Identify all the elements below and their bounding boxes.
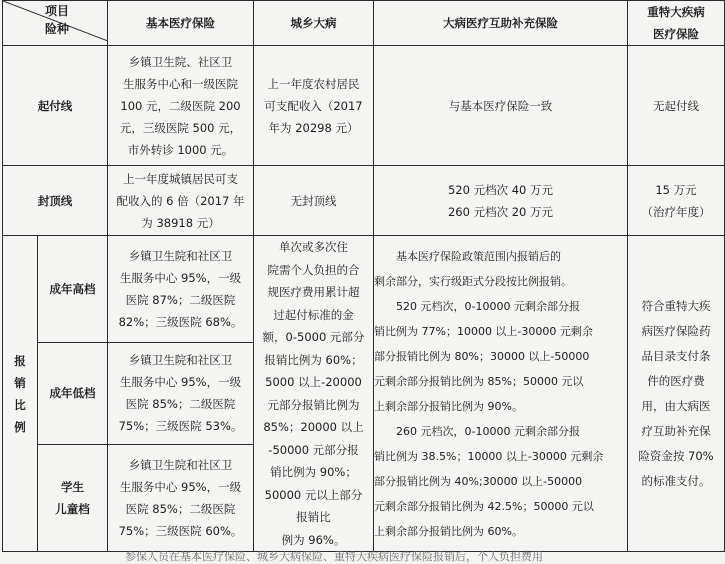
text-line: 元，三级医院 500 元，	[119, 120, 242, 135]
text-line: 为 38918 元）	[141, 215, 220, 230]
label-char: 销	[14, 375, 26, 390]
text-line: 部分报销比例为 40%;30000 以上-50000	[374, 474, 583, 488]
text-line: 销比例为 90%；	[270, 465, 357, 479]
header-urban-rural: 城乡大病	[254, 1, 374, 46]
start-line-supplementary: 与基本医疗保险一致	[374, 46, 628, 166]
text-line: 520 元档次，0-10000 元剩余部分报	[396, 299, 580, 313]
cap-line-row	[3, 166, 725, 236]
start-line-basic	[108, 46, 254, 166]
text-line: 元剩余部分报销比例为 85%；50000 元以	[374, 374, 584, 388]
text-line: 院需个人负担的合	[267, 262, 360, 277]
reimbursement-ratio-label	[3, 236, 38, 552]
text-line: 年为 20298 元）	[268, 120, 359, 135]
text-line: 疗互助补充保	[641, 423, 711, 438]
text-line: 生服务中心和一级医院	[123, 76, 238, 91]
label-char: 比	[14, 397, 26, 412]
reimbursement-supplementary	[374, 236, 628, 552]
text-line: 过起付标准的金	[273, 307, 354, 322]
text-line: 乡镇卫生院和社区卫	[128, 457, 233, 472]
start-line-label: 起付线	[3, 46, 108, 166]
header-special-line1: 重特大疾病	[647, 5, 705, 19]
header-special	[628, 1, 725, 46]
text-line: 医院 87%；二级医院	[125, 293, 236, 308]
text-line: 82%；三级医院 68%。	[118, 315, 243, 330]
header-row	[3, 1, 725, 46]
text-line: 规医疗费用累计超	[267, 285, 360, 299]
header-item-label: 项目	[45, 4, 70, 18]
text-line: 部分报销比例为 80%；30000 以上-50000	[374, 349, 590, 363]
text-line: 基本医疗保险政策范围内报销后的	[396, 249, 561, 263]
text-line: 品目录支付条	[641, 348, 711, 363]
text-line: 生服务中心 95%，一级	[119, 271, 242, 286]
text-line: 50000 元以上部分	[264, 487, 363, 502]
text-line: 15 万元	[655, 182, 697, 197]
cap-line-special	[628, 166, 725, 236]
text-line: 销比例为 77%；10000 以上-30000 元剩余	[374, 324, 593, 338]
adult-high-label: 成年高档	[38, 236, 108, 343]
text-line: 85%；20000 以上	[263, 420, 364, 434]
label-char: 报	[14, 353, 26, 368]
text-line: 报销比例为 60%；	[264, 352, 363, 367]
cap-line-urban-rural: 无封顶线	[254, 166, 374, 236]
header-special-line2: 医疗保险	[653, 27, 699, 41]
student-label-line1: 学生	[61, 479, 84, 494]
label-char: 例	[14, 419, 26, 434]
reimbursement-special	[628, 236, 725, 552]
text-line: 符合重特大疾	[641, 298, 711, 313]
text-line: （治疗年度）	[641, 204, 711, 219]
header-supplementary: 大病医疗互助补充保险	[374, 1, 628, 46]
text-line: 生服务中心 95%，一级	[119, 479, 242, 494]
text-line: 5000 以上-20000	[265, 375, 362, 389]
start-line-row	[3, 46, 725, 166]
text-line: 生服务中心 95%，一级	[119, 375, 242, 390]
header-diagonal-cell	[3, 1, 108, 46]
text-line: 例为 96%。	[281, 532, 346, 547]
text-line: 可支配收入（2017	[264, 98, 363, 113]
text-line: 上剩余部分报销比例为 60%。	[374, 524, 523, 538]
text-line: 75%；三级医院 53%。	[118, 419, 243, 434]
text-line: 单次或多次住	[279, 240, 348, 254]
text-line: 医院 85%；二级医院	[125, 501, 236, 516]
student-label	[38, 444, 108, 551]
text-line: 额，0-5000 元部分	[262, 330, 365, 344]
text-line: 上一年度农村居民	[267, 76, 360, 91]
text-line: 险资金按 70%	[638, 448, 714, 463]
text-line: 销比例为 38.5%；10000 以上-30000 元剩余	[374, 449, 604, 463]
text-line: 上一年度城镇居民可支	[123, 171, 238, 186]
start-line-special: 无起付线	[628, 46, 725, 166]
text-line: 用，由大病医	[641, 398, 711, 413]
text-line: 病医疗保险药	[641, 323, 711, 338]
header-basic: 基本医疗保险	[108, 1, 254, 46]
adult-high-basic	[108, 236, 254, 343]
text-line: 上剩余部分报销比例为 90%。	[374, 399, 523, 413]
student-label-line2: 儿童档	[55, 501, 90, 516]
cap-line-label: 封顶线	[3, 166, 108, 236]
adult-low-label: 成年低档	[38, 343, 108, 444]
student-basic	[108, 444, 254, 551]
text-line: 配收入的 6 倍（2017 年	[116, 193, 245, 208]
text-line: 75%；三级医院 60%。	[118, 523, 243, 538]
text-line: 元剩余部分报销比例为 42.5%；50000 元以	[374, 499, 594, 513]
insurance-comparison-table	[2, 0, 725, 552]
text-line: 报销比	[296, 510, 331, 524]
adult-high-row	[3, 236, 725, 343]
adult-low-basic	[108, 343, 254, 444]
text-line: 市外转诊 1000 元。	[127, 142, 234, 157]
text-line: 乡镇卫生院、社区卫	[128, 54, 233, 69]
text-line: -50000 元部分报	[268, 442, 359, 457]
text-line: 520 元档次 40 万元	[447, 182, 554, 197]
text-line: 件的医疗费	[647, 373, 705, 388]
header-type-label: 险种	[45, 22, 70, 36]
text-line: 剩余部分，实行级距式分段按比例报销。	[374, 274, 572, 288]
text-line: 的标准支付。	[641, 473, 711, 488]
cap-line-basic	[108, 166, 254, 236]
text-line: 医院 85%；二级医院	[125, 397, 236, 412]
text-line: 260 元档次，0-10000 元剩余部分报	[396, 424, 580, 438]
start-line-urban-rural	[254, 46, 374, 166]
reimbursement-urban-rural	[254, 236, 374, 552]
cap-line-supplementary	[374, 166, 628, 236]
text-line: 100 元，二级医院 200	[120, 98, 241, 113]
text-line: 元部分报销比例为	[267, 397, 360, 412]
text-line: 乡镇卫生院和社区卫	[128, 353, 233, 368]
footer-note: 参保人员在基本医疗保险、城乡大病保险、重特大疾病医疗保险报销后，个人负担费用	[125, 550, 543, 563]
text-line: 260 元档次 20 万元	[447, 204, 554, 219]
text-line: 乡镇卫生院和社区卫	[128, 249, 233, 264]
